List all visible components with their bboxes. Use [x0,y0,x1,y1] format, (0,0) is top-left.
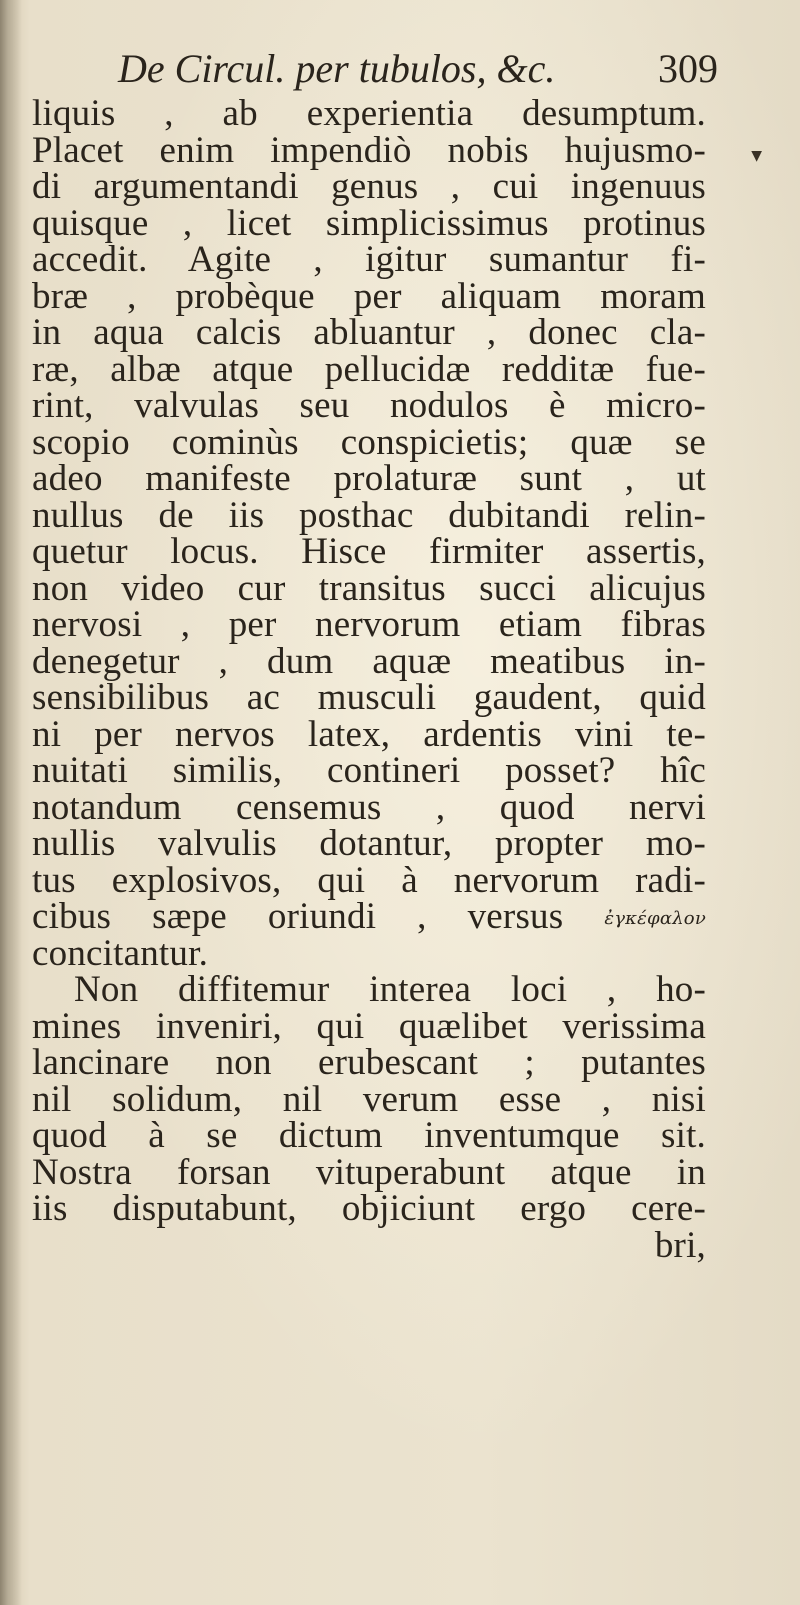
text-line: mines inveniri, qui quælibet verissima [32,1005,706,1047]
body-text [32,93,706,1266]
text-line: scopio cominùs conspicietis; quæ se [32,421,706,463]
text-line: ni per nervos latex, ardentis vini te- [32,713,706,755]
text-line-with-greek [32,896,706,937]
text-line: Placet enim impendiò nobis hujusmo- [32,129,706,171]
text-line: lancinare non erubescant ; putantes [32,1042,706,1083]
margin-mark-icon: ▼ [751,148,762,164]
running-head-title: De Circul. per tubulos, &c. [118,46,556,91]
text-fragment: cibus sæpe oriundi , versus [32,896,564,937]
page-number: 309 [658,46,718,91]
running-head [118,44,718,94]
text-line: nuitati similis, contineri posset? hîc [32,750,706,791]
text-line: non video cur transitus succi alicujus [32,567,706,609]
text-line: ræ, albæ atque pellucidæ redditæ fue- [32,348,706,390]
text-line: accedit. Agite , igitur sumantur fi- [32,239,706,280]
text-line: tus explosivos, qui à nervorum radi- [32,859,706,901]
catchword: bri, [654,1224,706,1266]
text-line: nervosi , per nervorum etiam fibras [32,604,706,645]
text-line: adeo manifeste prolaturæ sunt , ut [32,458,706,499]
text-line: iis disputabunt, objiciunt ergo cere- [32,1188,706,1229]
text-line: rint, valvulas seu nodulos è micro- [32,385,706,426]
text-line: Nostra forsan vituperabunt atque in [32,1151,706,1193]
binding-gutter [0,0,22,1605]
text-line: concitantur. [32,932,209,974]
text-line: nullus de iis posthac dubitandi relin- [32,494,706,536]
text-line: denegetur , dum aquæ meatibus in- [32,640,706,682]
text-line: in aqua calcis abluantur , donec cla- [32,312,706,353]
paragraph-start-line: Non diffitemur interea loci , ho- [74,969,706,1010]
text-line: quetur locus. Hisce firmiter assertis, [32,531,706,572]
text-line: di argumentandi genus , cui ingenuus [32,166,706,207]
greek-word: ἐγκέφαλον [604,908,706,929]
text-line: bræ , probèque per aliquam moram [32,275,706,317]
text-line: sensibilibus ac musculi gaudent, quid [32,677,706,718]
text-line: notandum censemus , quod nervi [32,786,706,828]
text-line: quod à se dictum inventumque sit. [32,1115,706,1156]
text-line: nil solidum, nil verum esse , nisi [32,1078,706,1120]
text-line: liquis , ab experientia desumptum. [32,93,706,134]
text-line: quisque , licet simplicissimus protinus [32,202,706,244]
text-line: nullis valvulis dotantur, propter mo- [32,823,706,864]
